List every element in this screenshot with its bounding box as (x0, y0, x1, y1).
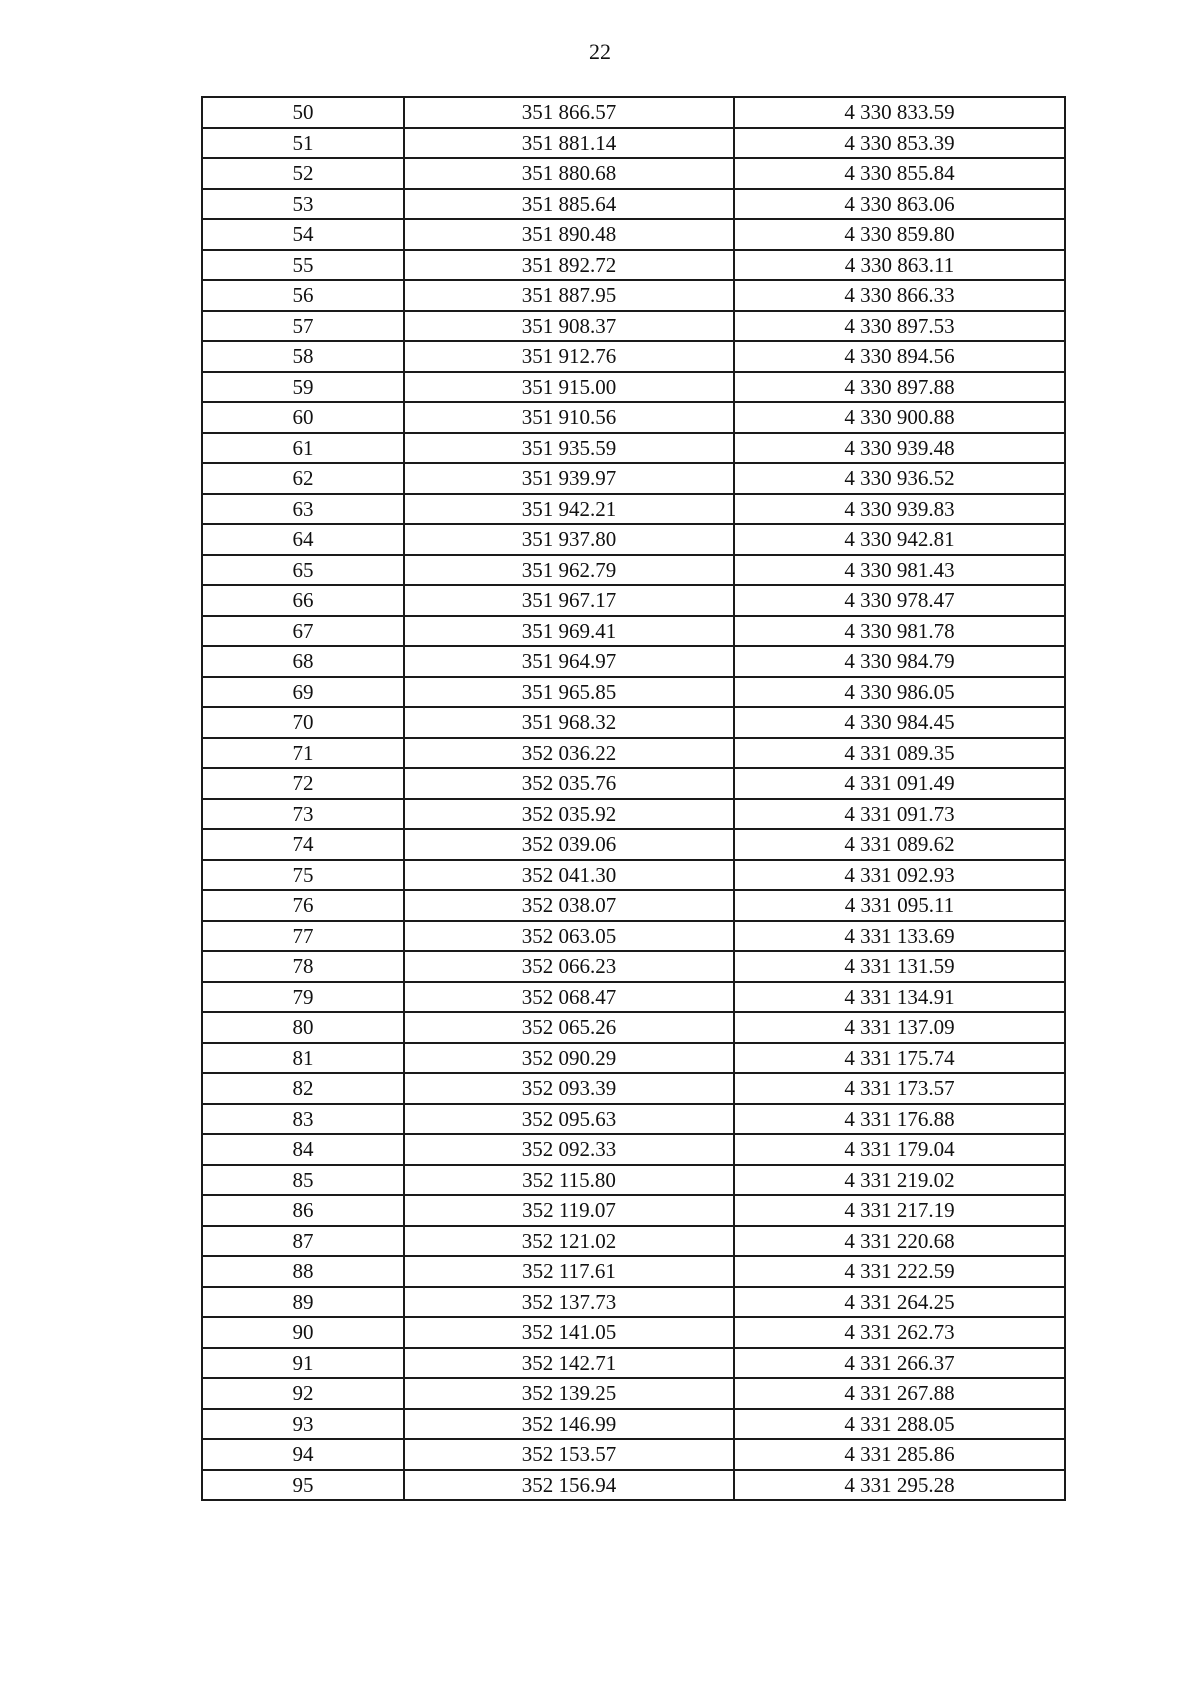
table-row (202, 341, 1065, 372)
table-row (202, 1165, 1065, 1196)
point-number-cell: 66 (202, 585, 404, 616)
y-coordinate-cell: 4 330 984.45 (734, 707, 1065, 738)
y-coordinate-cell: 4 331 092.93 (734, 860, 1065, 891)
table-row (202, 677, 1065, 708)
x-coordinate-cell: 351 912.76 (404, 341, 734, 372)
table-row (202, 707, 1065, 738)
x-coordinate-cell: 351 866.57 (404, 97, 734, 128)
y-coordinate-cell: 4 330 833.59 (734, 97, 1065, 128)
table-row (202, 1073, 1065, 1104)
table-row (202, 982, 1065, 1013)
y-coordinate-cell: 4 331 173.57 (734, 1073, 1065, 1104)
point-number-cell: 80 (202, 1012, 404, 1043)
table-row (202, 829, 1065, 860)
x-coordinate-cell: 352 068.47 (404, 982, 734, 1013)
x-coordinate-cell: 352 141.05 (404, 1317, 734, 1348)
x-coordinate-cell: 352 039.06 (404, 829, 734, 860)
y-coordinate-cell: 4 330 855.84 (734, 158, 1065, 189)
y-coordinate-cell: 4 331 219.02 (734, 1165, 1065, 1196)
x-coordinate-cell: 351 881.14 (404, 128, 734, 159)
y-coordinate-cell: 4 330 900.88 (734, 402, 1065, 433)
table-row (202, 372, 1065, 403)
x-coordinate-cell: 352 035.76 (404, 768, 734, 799)
y-coordinate-cell: 4 331 176.88 (734, 1104, 1065, 1135)
point-number-cell: 89 (202, 1287, 404, 1318)
table-row (202, 1256, 1065, 1287)
y-coordinate-cell: 4 331 131.59 (734, 951, 1065, 982)
point-number-cell: 59 (202, 372, 404, 403)
y-coordinate-cell: 4 330 863.11 (734, 250, 1065, 281)
x-coordinate-cell: 352 156.94 (404, 1470, 734, 1501)
table-row (202, 585, 1065, 616)
x-coordinate-cell: 351 964.97 (404, 646, 734, 677)
point-number-cell: 92 (202, 1378, 404, 1409)
x-coordinate-cell: 352 139.25 (404, 1378, 734, 1409)
point-number-cell: 94 (202, 1439, 404, 1470)
point-number-cell: 75 (202, 860, 404, 891)
y-coordinate-cell: 4 331 133.69 (734, 921, 1065, 952)
x-coordinate-cell: 351 908.37 (404, 311, 734, 342)
y-coordinate-cell: 4 331 095.11 (734, 890, 1065, 921)
table-row (202, 738, 1065, 769)
y-coordinate-cell: 4 330 986.05 (734, 677, 1065, 708)
y-coordinate-cell: 4 330 939.48 (734, 433, 1065, 464)
y-coordinate-cell: 4 330 984.79 (734, 646, 1065, 677)
y-coordinate-cell: 4 330 978.47 (734, 585, 1065, 616)
y-coordinate-cell: 4 330 859.80 (734, 219, 1065, 250)
x-coordinate-cell: 351 968.32 (404, 707, 734, 738)
table-row (202, 433, 1065, 464)
point-number-cell: 77 (202, 921, 404, 952)
table-row (202, 1104, 1065, 1135)
x-coordinate-cell: 352 063.05 (404, 921, 734, 952)
table-row (202, 128, 1065, 159)
y-coordinate-cell: 4 331 137.09 (734, 1012, 1065, 1043)
point-number-cell: 56 (202, 280, 404, 311)
point-number-cell: 55 (202, 250, 404, 281)
table-row (202, 524, 1065, 555)
coordinates-table-body (202, 97, 1065, 1500)
table-row (202, 250, 1065, 281)
point-number-cell: 58 (202, 341, 404, 372)
coordinates-table (201, 96, 1066, 1501)
y-coordinate-cell: 4 330 866.33 (734, 280, 1065, 311)
table-row (202, 189, 1065, 220)
table-row (202, 311, 1065, 342)
y-coordinate-cell: 4 331 295.28 (734, 1470, 1065, 1501)
y-coordinate-cell: 4 330 853.39 (734, 128, 1065, 159)
table-row (202, 1012, 1065, 1043)
point-number-cell: 87 (202, 1226, 404, 1257)
point-number-cell: 53 (202, 189, 404, 220)
x-coordinate-cell: 351 962.79 (404, 555, 734, 586)
x-coordinate-cell: 352 117.61 (404, 1256, 734, 1287)
table-row (202, 951, 1065, 982)
x-coordinate-cell: 352 095.63 (404, 1104, 734, 1135)
y-coordinate-cell: 4 331 217.19 (734, 1195, 1065, 1226)
y-coordinate-cell: 4 331 220.68 (734, 1226, 1065, 1257)
y-coordinate-cell: 4 331 288.05 (734, 1409, 1065, 1440)
x-coordinate-cell: 351 910.56 (404, 402, 734, 433)
x-coordinate-cell: 351 892.72 (404, 250, 734, 281)
table-row (202, 280, 1065, 311)
point-number-cell: 95 (202, 1470, 404, 1501)
table-row (202, 646, 1065, 677)
point-number-cell: 51 (202, 128, 404, 159)
table-row (202, 1439, 1065, 1470)
y-coordinate-cell: 4 330 897.88 (734, 372, 1065, 403)
table-row (202, 768, 1065, 799)
point-number-cell: 73 (202, 799, 404, 830)
point-number-cell: 90 (202, 1317, 404, 1348)
table-row (202, 1348, 1065, 1379)
table-row (202, 1317, 1065, 1348)
point-number-cell: 72 (202, 768, 404, 799)
point-number-cell: 81 (202, 1043, 404, 1074)
x-coordinate-cell: 352 137.73 (404, 1287, 734, 1318)
x-coordinate-cell: 352 065.26 (404, 1012, 734, 1043)
x-coordinate-cell: 352 092.33 (404, 1134, 734, 1165)
table-row (202, 921, 1065, 952)
x-coordinate-cell: 351 880.68 (404, 158, 734, 189)
y-coordinate-cell: 4 330 981.43 (734, 555, 1065, 586)
x-coordinate-cell: 352 121.02 (404, 1226, 734, 1257)
x-coordinate-cell: 352 041.30 (404, 860, 734, 891)
point-number-cell: 52 (202, 158, 404, 189)
x-coordinate-cell: 352 066.23 (404, 951, 734, 982)
point-number-cell: 71 (202, 738, 404, 769)
x-coordinate-cell: 351 890.48 (404, 219, 734, 250)
table-row (202, 1226, 1065, 1257)
x-coordinate-cell: 351 915.00 (404, 372, 734, 403)
point-number-cell: 84 (202, 1134, 404, 1165)
point-number-cell: 74 (202, 829, 404, 860)
x-coordinate-cell: 352 090.29 (404, 1043, 734, 1074)
table-row (202, 1287, 1065, 1318)
point-number-cell: 88 (202, 1256, 404, 1287)
table-row (202, 1378, 1065, 1409)
x-coordinate-cell: 352 153.57 (404, 1439, 734, 1470)
table-row (202, 402, 1065, 433)
y-coordinate-cell: 4 330 863.06 (734, 189, 1065, 220)
table-row (202, 1195, 1065, 1226)
y-coordinate-cell: 4 331 222.59 (734, 1256, 1065, 1287)
x-coordinate-cell: 352 036.22 (404, 738, 734, 769)
point-number-cell: 61 (202, 433, 404, 464)
y-coordinate-cell: 4 331 262.73 (734, 1317, 1065, 1348)
x-coordinate-cell: 352 142.71 (404, 1348, 734, 1379)
x-coordinate-cell: 351 939.97 (404, 463, 734, 494)
table-row (202, 1470, 1065, 1501)
y-coordinate-cell: 4 331 267.88 (734, 1378, 1065, 1409)
y-coordinate-cell: 4 331 134.91 (734, 982, 1065, 1013)
point-number-cell: 60 (202, 402, 404, 433)
y-coordinate-cell: 4 331 089.62 (734, 829, 1065, 860)
point-number-cell: 57 (202, 311, 404, 342)
x-coordinate-cell: 351 887.95 (404, 280, 734, 311)
x-coordinate-cell: 351 967.17 (404, 585, 734, 616)
table-row (202, 494, 1065, 525)
table-row (202, 860, 1065, 891)
point-number-cell: 79 (202, 982, 404, 1013)
point-number-cell: 62 (202, 463, 404, 494)
point-number-cell: 85 (202, 1165, 404, 1196)
y-coordinate-cell: 4 330 897.53 (734, 311, 1065, 342)
point-number-cell: 86 (202, 1195, 404, 1226)
table-row (202, 1043, 1065, 1074)
y-coordinate-cell: 4 330 894.56 (734, 341, 1065, 372)
page-number: 22 (589, 39, 611, 64)
point-number-cell: 93 (202, 1409, 404, 1440)
table-row (202, 890, 1065, 921)
point-number-cell: 67 (202, 616, 404, 647)
x-coordinate-cell: 352 115.80 (404, 1165, 734, 1196)
table-row (202, 219, 1065, 250)
point-number-cell: 78 (202, 951, 404, 982)
y-coordinate-cell: 4 331 266.37 (734, 1348, 1065, 1379)
y-coordinate-cell: 4 330 936.52 (734, 463, 1065, 494)
x-coordinate-cell: 352 146.99 (404, 1409, 734, 1440)
y-coordinate-cell: 4 331 175.74 (734, 1043, 1065, 1074)
point-number-cell: 68 (202, 646, 404, 677)
y-coordinate-cell: 4 331 285.86 (734, 1439, 1065, 1470)
y-coordinate-cell: 4 331 091.73 (734, 799, 1065, 830)
point-number-cell: 63 (202, 494, 404, 525)
x-coordinate-cell: 351 935.59 (404, 433, 734, 464)
point-number-cell: 70 (202, 707, 404, 738)
point-number-cell: 50 (202, 97, 404, 128)
y-coordinate-cell: 4 331 089.35 (734, 738, 1065, 769)
y-coordinate-cell: 4 331 179.04 (734, 1134, 1065, 1165)
x-coordinate-cell: 352 035.92 (404, 799, 734, 830)
table-row (202, 616, 1065, 647)
y-coordinate-cell: 4 330 939.83 (734, 494, 1065, 525)
y-coordinate-cell: 4 330 942.81 (734, 524, 1065, 555)
x-coordinate-cell: 351 885.64 (404, 189, 734, 220)
x-coordinate-cell: 352 093.39 (404, 1073, 734, 1104)
y-coordinate-cell: 4 330 981.78 (734, 616, 1065, 647)
table-row (202, 158, 1065, 189)
x-coordinate-cell: 352 119.07 (404, 1195, 734, 1226)
point-number-cell: 76 (202, 890, 404, 921)
point-number-cell: 64 (202, 524, 404, 555)
x-coordinate-cell: 351 942.21 (404, 494, 734, 525)
y-coordinate-cell: 4 331 264.25 (734, 1287, 1065, 1318)
point-number-cell: 82 (202, 1073, 404, 1104)
point-number-cell: 65 (202, 555, 404, 586)
table-row (202, 97, 1065, 128)
y-coordinate-cell: 4 331 091.49 (734, 768, 1065, 799)
table-row (202, 463, 1065, 494)
point-number-cell: 91 (202, 1348, 404, 1379)
point-number-cell: 54 (202, 219, 404, 250)
table-row (202, 1409, 1065, 1440)
table-row (202, 1134, 1065, 1165)
point-number-cell: 83 (202, 1104, 404, 1135)
x-coordinate-cell: 351 965.85 (404, 677, 734, 708)
x-coordinate-cell: 351 937.80 (404, 524, 734, 555)
x-coordinate-cell: 352 038.07 (404, 890, 734, 921)
point-number-cell: 69 (202, 677, 404, 708)
table-row (202, 555, 1065, 586)
table-row (202, 799, 1065, 830)
x-coordinate-cell: 351 969.41 (404, 616, 734, 647)
